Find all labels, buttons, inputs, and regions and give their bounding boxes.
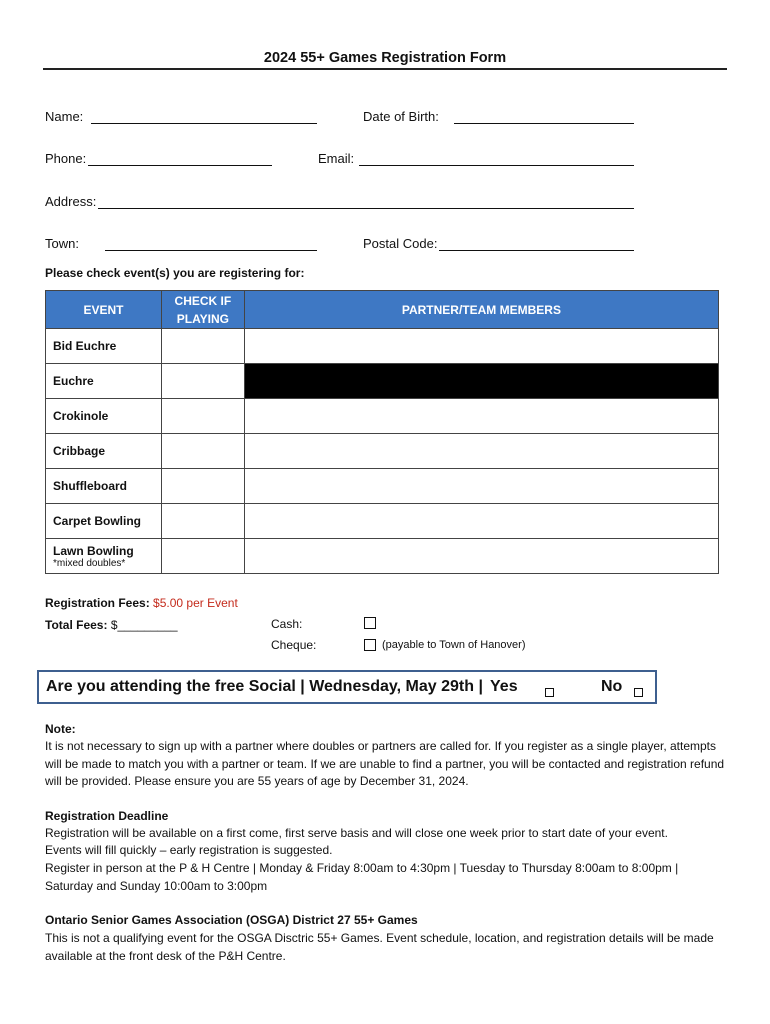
partner-cell[interactable] bbox=[244, 469, 718, 504]
event-note: *mixed doubles* bbox=[53, 557, 126, 569]
partner-cell[interactable] bbox=[244, 504, 718, 539]
checkbox-icon bbox=[634, 688, 643, 697]
email-label: Email: bbox=[318, 151, 355, 166]
page-title: 2024 55+ Games Registration Form bbox=[263, 50, 507, 66]
email-field[interactable] bbox=[359, 165, 634, 166]
postal-code-label: Postal Code: bbox=[363, 236, 438, 251]
event-name: Crokinole bbox=[46, 399, 162, 434]
deadline-line3: Register in person at the P & H Centre | Monday & Friday 8:00am to 4:30pm | Tuesday to Thursday 8:00am to 8:00pm | Saturday and Sunday 10:00am to 3:00pm bbox=[45, 861, 679, 893]
deadline-heading: Registration Deadline bbox=[45, 809, 169, 823]
checkbox-icon bbox=[364, 639, 376, 651]
cheque-note: (payable to Town of Hanover) bbox=[382, 639, 526, 651]
table-header-row bbox=[46, 291, 719, 329]
cash-label: Cash: bbox=[271, 617, 303, 631]
social-no-checkbox[interactable] bbox=[634, 684, 643, 702]
social-yes-checkbox[interactable] bbox=[545, 684, 554, 702]
table-row bbox=[46, 469, 719, 504]
fees-line bbox=[45, 596, 238, 610]
partner-cell[interactable] bbox=[244, 399, 718, 434]
check-cell[interactable] bbox=[161, 469, 244, 504]
phone-label: Phone: bbox=[45, 151, 87, 166]
check-cell[interactable] bbox=[161, 364, 244, 399]
partner-cell[interactable] bbox=[244, 329, 718, 364]
checkbox-icon bbox=[545, 688, 554, 697]
event-name: Lawn Bowling bbox=[53, 543, 134, 558]
osga-heading: Ontario Senior Games Association (OSGA) District 27 55+ Games bbox=[45, 913, 418, 927]
phone-field[interactable] bbox=[88, 165, 272, 166]
header-partner: PARTNER/TEAM MEMBERS bbox=[244, 291, 718, 329]
table-row bbox=[46, 539, 719, 574]
total-fees-line bbox=[45, 618, 178, 632]
town-field[interactable] bbox=[105, 250, 317, 251]
partner-cell-blocked bbox=[244, 364, 718, 399]
header-event: EVENT bbox=[46, 291, 162, 329]
event-name: Carpet Bowling bbox=[46, 504, 162, 539]
cash-checkbox[interactable] bbox=[364, 614, 376, 632]
name-label: Name: bbox=[45, 109, 84, 124]
event-name: Bid Euchre bbox=[46, 329, 162, 364]
check-cell[interactable] bbox=[161, 504, 244, 539]
table-row bbox=[46, 329, 719, 364]
social-no-label: No bbox=[601, 678, 623, 695]
event-name: Shuffleboard bbox=[46, 469, 162, 504]
events-table bbox=[45, 290, 719, 574]
events-prompt: Please check event(s) you are registering for: bbox=[45, 266, 305, 280]
event-name: Euchre bbox=[46, 364, 162, 399]
dob-field[interactable] bbox=[454, 123, 634, 124]
table-row bbox=[46, 364, 719, 399]
note-body: It is not necessary to sign up with a partner where doubles or partners are called for. If you register as a single player, attempts will be made to match you with a partner or team. If we are unable to find a partner, you will be contacted and registration refund will be provided. Please ensure you are 55 years of age by December 31, 2024. bbox=[45, 739, 725, 788]
note-heading: Note: bbox=[45, 722, 76, 736]
postal-code-field[interactable] bbox=[439, 250, 634, 251]
total-fees-value[interactable]: $_________ bbox=[110, 618, 178, 632]
dob-label: Date of Birth: bbox=[363, 109, 439, 124]
town-label: Town: bbox=[45, 236, 79, 251]
osga-body: This is not a qualifying event for the OSGA Disctric 55+ Games. Event schedule, location, and registration details will be made available at the front desk of the P&H Centre. bbox=[45, 931, 714, 963]
deadline-line1: Registration will be available on a first come, first serve basis and will close one week prior to start date of your event. bbox=[45, 826, 668, 840]
header-check: CHECK IF PLAYING bbox=[161, 291, 244, 329]
total-fees-label: Total Fees: bbox=[45, 618, 108, 632]
check-cell[interactable] bbox=[161, 399, 244, 434]
address-label: Address: bbox=[45, 194, 97, 209]
event-name: Cribbage bbox=[46, 434, 162, 469]
address-field[interactable] bbox=[98, 208, 634, 209]
partner-cell[interactable] bbox=[244, 539, 718, 574]
fees-amount: $5.00 per Event bbox=[153, 596, 238, 610]
check-cell[interactable] bbox=[161, 539, 244, 574]
cheque-checkbox[interactable] bbox=[364, 636, 376, 654]
checkbox-icon bbox=[364, 617, 376, 629]
table-row bbox=[46, 399, 719, 434]
event-name-cell bbox=[46, 539, 162, 574]
social-question: Are you attending the free Social | Wednesday, May 29th | bbox=[46, 678, 483, 695]
social-yes-label: Yes bbox=[490, 678, 518, 695]
deadline-line2: Events will fill quickly – early registration is suggested. bbox=[45, 843, 333, 857]
table-row bbox=[46, 504, 719, 539]
partner-cell[interactable] bbox=[244, 434, 718, 469]
title-divider bbox=[43, 68, 727, 70]
cheque-label: Cheque: bbox=[271, 638, 317, 652]
check-cell[interactable] bbox=[161, 434, 244, 469]
name-field[interactable] bbox=[91, 123, 317, 124]
fees-label: Registration Fees: bbox=[45, 596, 150, 610]
table-row bbox=[46, 434, 719, 469]
check-cell[interactable] bbox=[161, 329, 244, 364]
